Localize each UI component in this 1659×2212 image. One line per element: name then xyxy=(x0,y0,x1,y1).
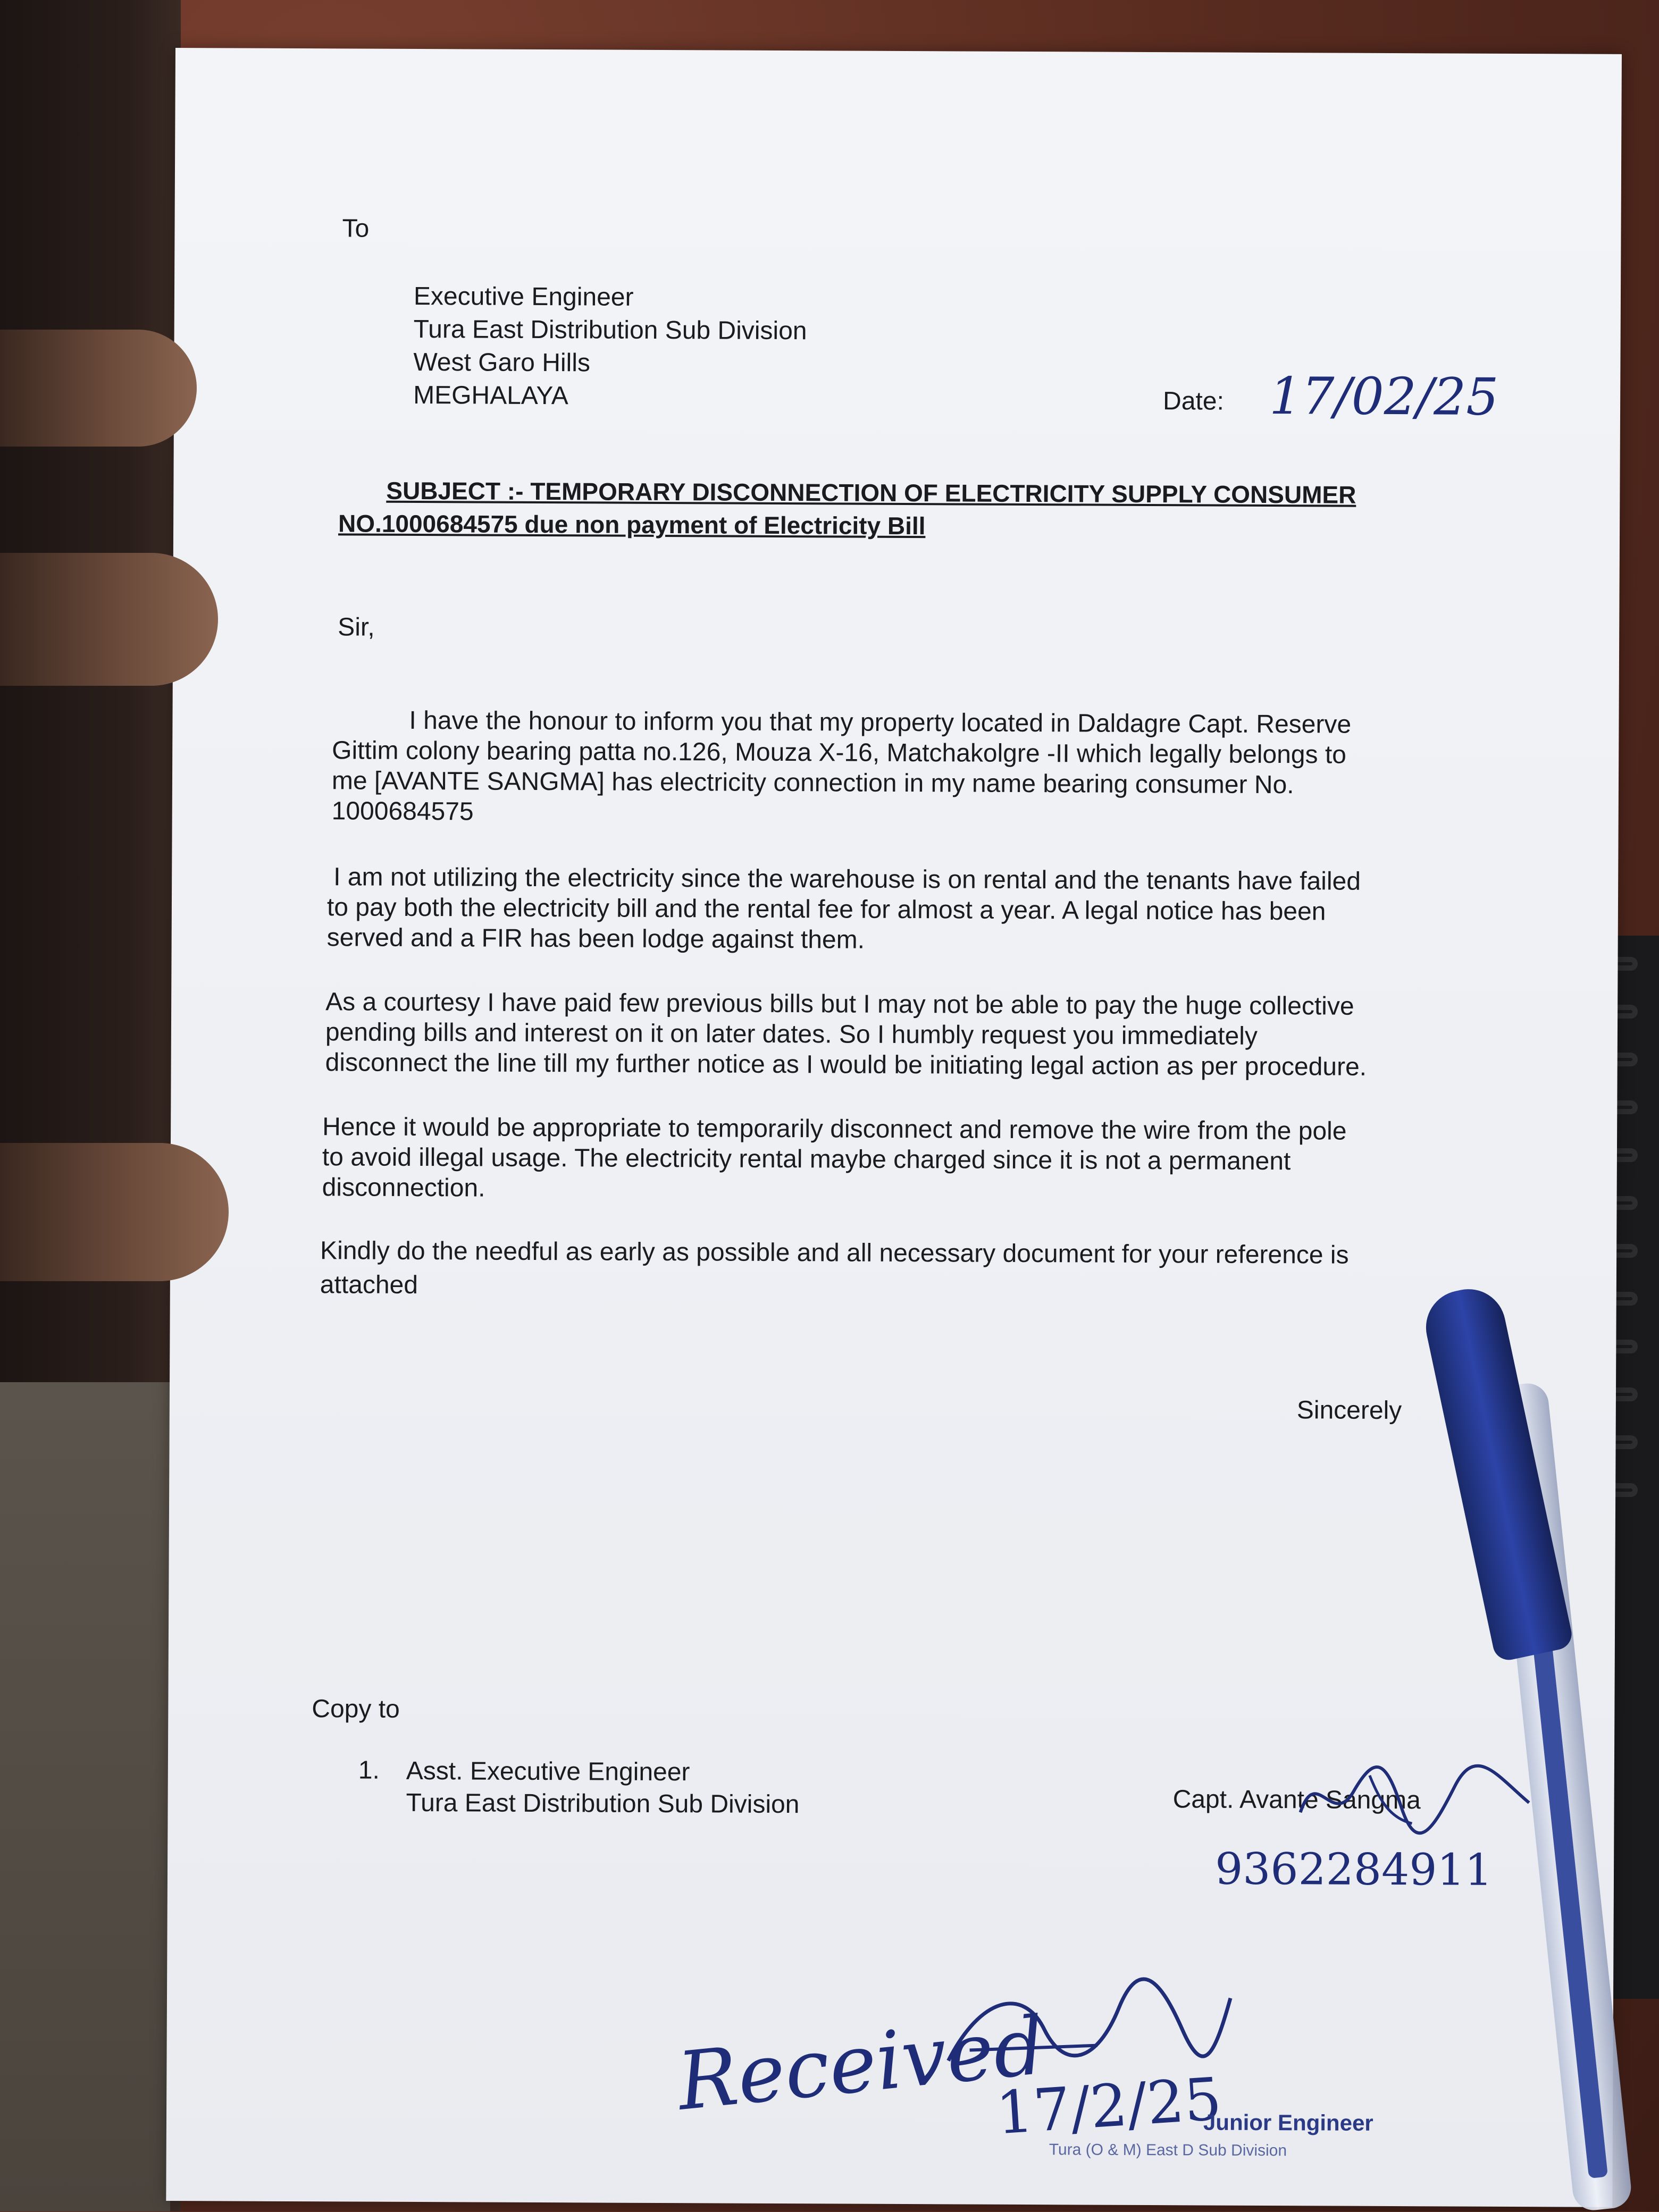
closing: Sincerely xyxy=(1296,1396,1402,1425)
paragraph-line: to avoid illegal usage. The electricity rental maybe charged since it is not a permanent xyxy=(322,1143,1291,1176)
paragraph-line: As a courtesy I have paid few previous bills but I may not be able to pay the huge collective xyxy=(325,988,1354,1021)
paragraph-line: I am not utilizing the electricity since the warehouse is on rental and the tenants have failed xyxy=(333,863,1361,896)
paragraph-line: disconnect the line till my further notice as I would be initiating legal action as per procedure. xyxy=(325,1048,1367,1081)
paragraph-3 xyxy=(325,987,1367,1082)
paragraph-line: 1000684575 xyxy=(331,797,474,826)
paragraph-line: attached xyxy=(320,1271,418,1300)
copy-item-number: 1. xyxy=(358,1756,380,1785)
paragraph-line: Hence it would be appropriate to temporarily disconnect and remove the wire from the pole xyxy=(322,1113,1347,1146)
addressee-line: West Garo Hills xyxy=(413,348,591,377)
hand-finger xyxy=(0,1143,229,1281)
received-date-handwritten: 17/2/25 xyxy=(994,2064,1224,2148)
paragraph-4 xyxy=(322,1112,1347,1207)
paragraph-line: Kindly do the needful as early as possible and all necessary document for your reference is xyxy=(320,1237,1349,1269)
copy-item-line: Tura East Distribution Sub Division xyxy=(406,1788,800,1819)
paragraph-line: me [AVANTE SANGMA] has electricity connection in my name bearing consumer No. xyxy=(331,767,1294,800)
addressee-line: Executive Engineer xyxy=(413,282,634,312)
paragraph-line: disconnection. xyxy=(322,1173,485,1202)
paragraph-1 xyxy=(332,705,1352,830)
paragraph-line: Gittim colony bearing patta no.126, Mouza X-16, Matchakolgre -II which legally belongs to xyxy=(332,736,1347,769)
subject-line-2: NO.1000684575 due non payment of Electricity Bill xyxy=(338,509,926,540)
paragraph-line: pending bills and interest on it on later dates. So I humbly request you immediately xyxy=(325,1018,1258,1050)
salutation: Sir, xyxy=(338,613,375,642)
date-handwritten: 17/02/25 xyxy=(1269,366,1499,427)
hand-finger xyxy=(0,553,218,686)
paragraph-line: served and a FIR has been lodge against them. xyxy=(326,923,865,954)
signature-scribble xyxy=(1295,1754,1540,1840)
to-label: To xyxy=(342,214,370,243)
letter-page xyxy=(166,48,1622,2207)
paragraph-5 xyxy=(320,1234,1349,1306)
paragraph-line: I have the honour to inform you that my property located in Daldagre Capt. Reserve xyxy=(409,706,1352,739)
copy-to-label: Copy to xyxy=(312,1695,400,1723)
subject-line-1: SUBJECT :- TEMPORARY DISCONNECTION OF ELECTRICITY SUPPLY CONSUMER xyxy=(386,476,1356,509)
paragraph-2 xyxy=(327,862,1361,957)
addressee-block xyxy=(413,280,807,414)
date-label: Date: xyxy=(1163,387,1224,416)
stamp-line: Junior Engineer xyxy=(1203,2109,1373,2135)
received-handwritten: Received xyxy=(673,1999,1049,2129)
hand-finger xyxy=(0,330,197,447)
addressee-line: Tura East Distribution Sub Division xyxy=(413,315,807,346)
copy-item-line: Asst. Executive Engineer xyxy=(406,1756,690,1787)
stamp-line: Tura (O & M) East D Sub Division xyxy=(1049,2141,1287,2160)
cloth-background xyxy=(0,1382,170,2211)
paragraph-line: to pay both the electricity bill and the rental fee for almost a year. A legal notice has been xyxy=(326,893,1326,926)
addressee-line: MEGHALAYA xyxy=(413,381,568,410)
signatory-name: Capt. Avante Sangma xyxy=(1172,1785,1421,1815)
phone-handwritten: 9362284911 xyxy=(1214,1844,1493,1896)
copy-item xyxy=(406,1755,799,1821)
receiver-signature xyxy=(937,1965,1236,2083)
